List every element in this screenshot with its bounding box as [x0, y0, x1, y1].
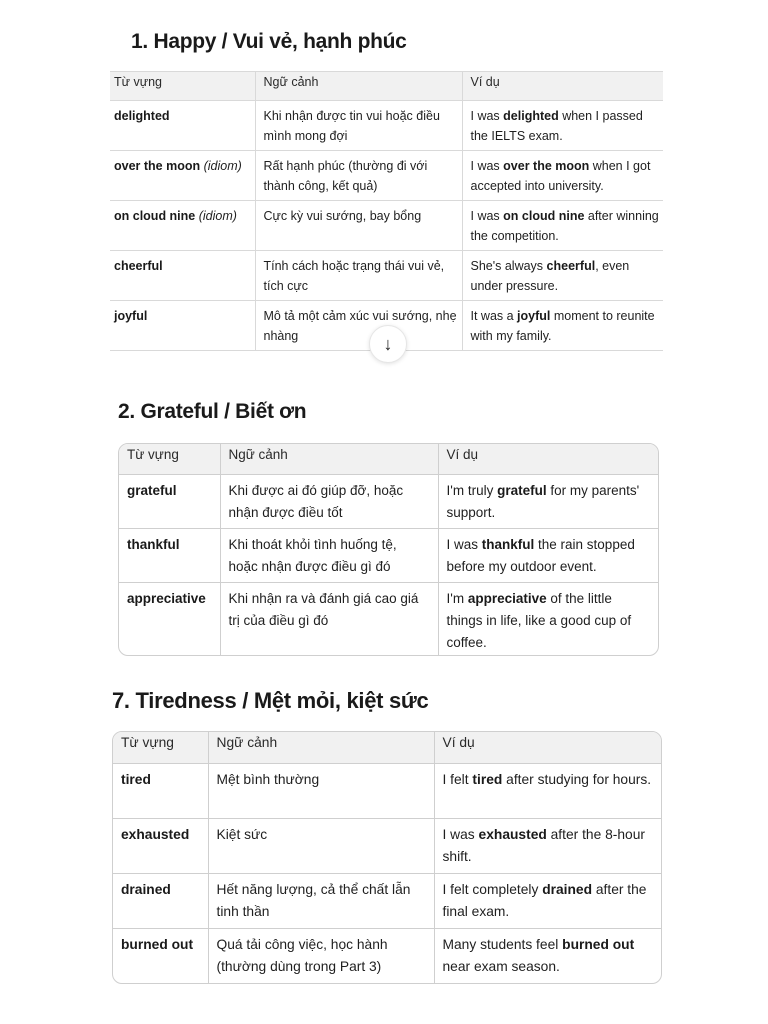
happy-vocab-table	[110, 71, 663, 351]
vocab-cell: over the moon (idiom)	[110, 151, 255, 201]
vocab-cell: tired	[113, 764, 208, 819]
table-row	[119, 475, 658, 529]
example-cell: I felt tired after studying for hours.	[434, 764, 661, 819]
vocab-cell: joyful	[110, 301, 255, 351]
scroll-down-button[interactable]	[369, 325, 407, 363]
column-header: Ngữ cảnh	[255, 72, 462, 101]
column-header: Ví dụ	[434, 732, 661, 764]
table-row	[110, 151, 663, 201]
table-row	[110, 101, 663, 151]
example-cell: She's always cheerful, even under pressure.	[462, 251, 663, 301]
tiredness-vocab-table-container	[112, 731, 662, 984]
section-7-title: 7. Tiredness / Mệt mỏi, kiệt sức	[112, 688, 429, 713]
table-row	[113, 764, 661, 819]
example-cell: It was a joyful moment to reunite with my family.	[462, 301, 663, 351]
table-row	[113, 819, 661, 874]
vocab-cell: grateful	[119, 475, 220, 529]
example-cell: I felt completely drained after the final exam.	[434, 874, 661, 929]
vocab-cell: exhausted	[113, 819, 208, 874]
context-cell: Khi nhận ra và đánh giá cao giá trị của điều gì đó	[220, 583, 438, 657]
table-row	[113, 929, 661, 984]
context-cell: Khi được ai đó giúp đỡ, hoặc nhận được điều tốt	[220, 475, 438, 529]
table-row	[110, 251, 663, 301]
context-cell: Hết năng lượng, cả thể chất lẫn tinh thần	[208, 874, 434, 929]
grateful-vocab-table-container	[118, 443, 659, 656]
table-header-row	[119, 444, 658, 475]
column-header: Ngữ cảnh	[220, 444, 438, 475]
context-cell: Khi nhận được tin vui hoặc điều mình mong đợi	[255, 101, 462, 151]
context-cell: Quá tải công việc, học hành (thường dùng trong Part 3)	[208, 929, 434, 984]
context-cell: Khi thoát khỏi tình huống tệ, hoặc nhận được điều gì đó	[220, 529, 438, 583]
column-header: Ví dụ	[438, 444, 658, 475]
column-header: Ngữ cảnh	[208, 732, 434, 764]
example-cell: I was thankful the rain stopped before my outdoor event.	[438, 529, 658, 583]
vocab-cell: burned out	[121, 937, 194, 952]
column-header: Từ vựng	[119, 444, 220, 475]
vocab-cell: cheerful	[110, 251, 255, 301]
tiredness-vocab-table	[113, 732, 661, 983]
vocab-cell: delighted	[110, 101, 255, 151]
table-header-row	[110, 72, 663, 101]
table-row	[113, 874, 661, 929]
vocab-cell: on cloud nine (idiom)	[110, 201, 255, 251]
example-cell: Many students feel burned out near exam season.	[434, 929, 661, 984]
context-cell: Mô tả một cảm xúc vui sướng, nhẹ nhàng	[255, 301, 462, 351]
example-cell: I was over the moon when I got accepted into university.	[462, 151, 663, 201]
vocab-cell: thankful	[119, 529, 220, 583]
example-cell: I'm truly grateful for my parents' support.	[438, 475, 658, 529]
context-cell: Tính cách hoặc trạng thái vui vẻ, tích cực	[255, 251, 462, 301]
grateful-vocab-table	[119, 444, 658, 656]
example-cell: I was delighted when I passed the IELTS exam.	[462, 101, 663, 151]
table-header-row	[113, 732, 661, 764]
context-cell: Rất hạnh phúc (thường đi với thành công, kết quả)	[255, 151, 462, 201]
column-header: Từ vựng	[110, 72, 255, 101]
section-2-title: 2. Grateful / Biết ơn	[118, 400, 307, 423]
context-cell: Mệt bình thường	[208, 764, 434, 819]
table-row	[110, 201, 663, 251]
section-1-title: 1. Happy / Vui vẻ, hạnh phúc	[131, 30, 407, 53]
column-header: Từ vựng	[113, 732, 208, 764]
vocab-cell: drained	[113, 874, 208, 929]
example-cell: I was on cloud nine after winning the competition.	[462, 201, 663, 251]
example-cell: I'm appreciative of the little things in life, like a good cup of coffee.	[438, 583, 658, 657]
context-cell: Cực kỳ vui sướng, bay bổng	[255, 201, 462, 251]
column-header: Ví dụ	[462, 72, 663, 101]
table-row	[119, 529, 658, 583]
vocab-cell: appreciative	[127, 591, 206, 606]
example-cell: I was exhausted after the 8-hour shift.	[434, 819, 661, 874]
arrow-down-icon: ↓	[383, 333, 393, 354]
table-row	[119, 583, 658, 657]
context-cell: Kiệt sức	[208, 819, 434, 874]
